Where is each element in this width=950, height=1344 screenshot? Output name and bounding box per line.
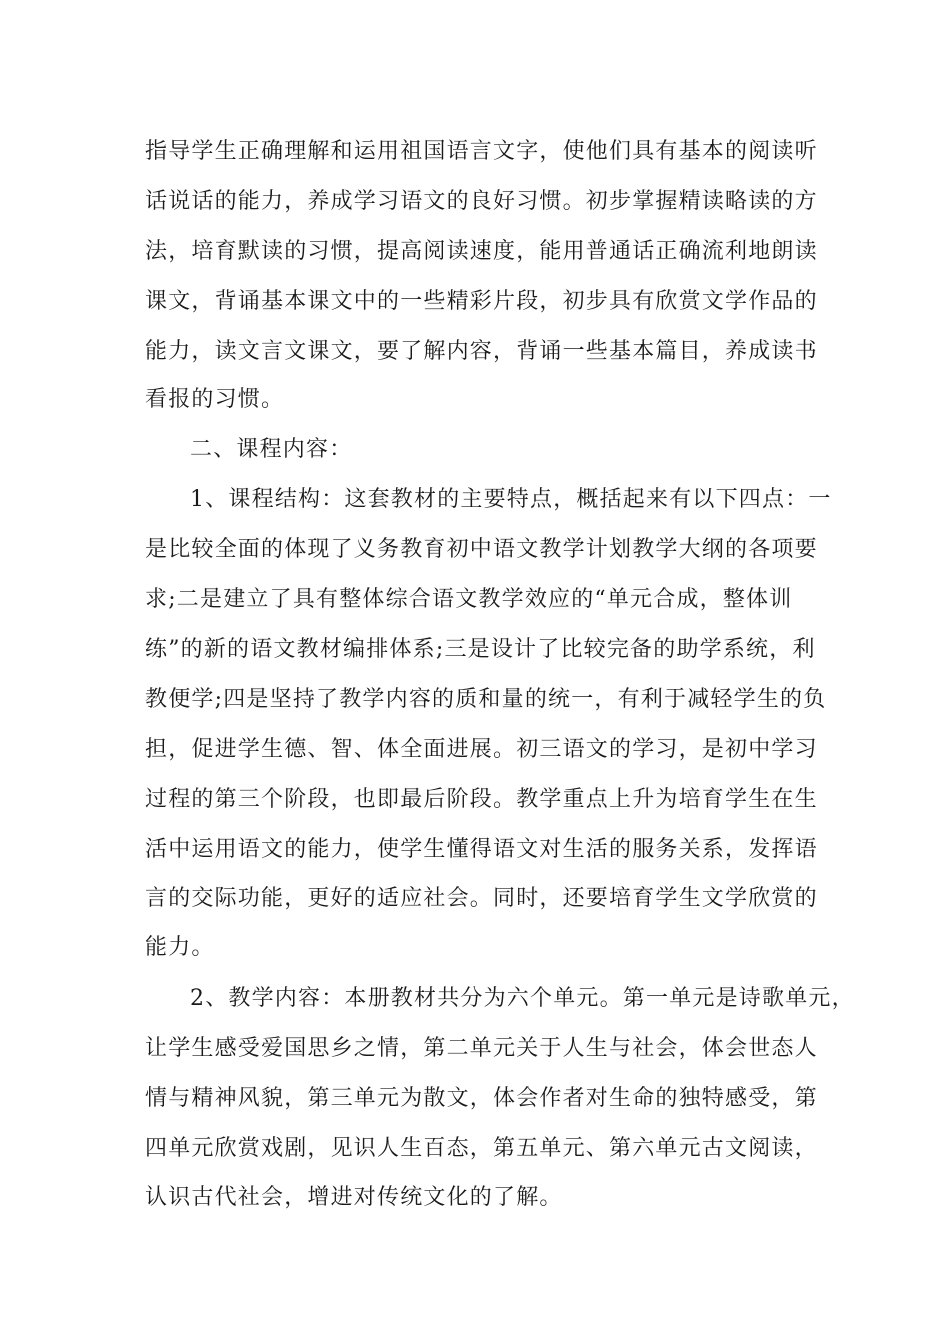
paragraph-2-line-6: 担，促进学生德、智、体全面进展。初三语文的学习，是初中学习 <box>145 737 818 762</box>
paragraph-3-line-5: 认识古代社会，增进对传统文化的了解。 <box>145 1185 563 1210</box>
section-heading: 二、课程内容： <box>190 437 353 462</box>
paragraph-1-line-6: 看报的习惯。 <box>145 387 285 412</box>
paragraph-1-line-4: 课文，背诵基本课文中的一些精彩片段，初步具有欣赏文学作品的 <box>145 289 818 314</box>
paragraph-2-line-1: 1、课程结构：这套教材的主要特点，概括起来有以下四点：一 <box>190 487 832 512</box>
paragraph-2-line-2: 是比较全面的体现了义务教育初中语文教学计划教学大纲的各项要 <box>145 537 818 562</box>
paragraph-2-line-4: 练”的新的语文教材编排体系;三是设计了比较完备的助学系统，利 <box>145 637 816 662</box>
paragraph-1-line-3: 法，培育默读的习惯，提高阅读速度，能用普通话正确流利地朗读 <box>145 239 818 264</box>
paragraph-3-line-2: 让学生感受爱国思乡之情，第二单元关于人生与社会，体会世态人 <box>145 1036 818 1061</box>
paragraph-2-line-10: 能力。 <box>145 935 215 960</box>
paragraph-1-line-5: 能力，读文言文课文，要了解内容，背诵一些基本篇目，养成读书 <box>145 339 818 364</box>
paragraph-2-line-7: 过程的第三个阶段，也即最后阶段。教学重点上升为培育学生在生 <box>145 787 818 812</box>
paragraph-2-line-5: 教便学;四是坚持了教学内容的质和量的统一，有利于减轻学生的负 <box>145 687 827 712</box>
paragraph-2-line-3: 求;二是建立了具有整体综合语文教学效应的“单元合成，整体训 <box>145 587 793 612</box>
paragraph-3-line-1: 2、教学内容：本册教材共分为六个单元。第一单元是诗歌单元， <box>190 986 855 1011</box>
paragraph-2-line-8: 活中运用语文的能力，使学生懂得语文对生活的服务关系，发挥语 <box>145 837 818 862</box>
paragraph-3-line-4: 四单元欣赏戏剧，见识人生百态，第五单元、第六单元古文阅读， <box>145 1136 818 1161</box>
paragraph-3-line-3: 情与精神风貌，第三单元为散文，体会作者对生命的独特感受，第 <box>145 1086 818 1111</box>
paragraph-1-line-2: 话说话的能力，养成学习语文的良好习惯。初步掌握精读略读的方 <box>145 189 818 214</box>
paragraph-1-line-1: 指导学生正确理解和运用祖国语言文字，使他们具有基本的阅读听 <box>145 139 818 164</box>
paragraph-2-line-9: 言的交际功能，更好的适应社会。同时，还要培育学生文学欣赏的 <box>145 886 818 911</box>
